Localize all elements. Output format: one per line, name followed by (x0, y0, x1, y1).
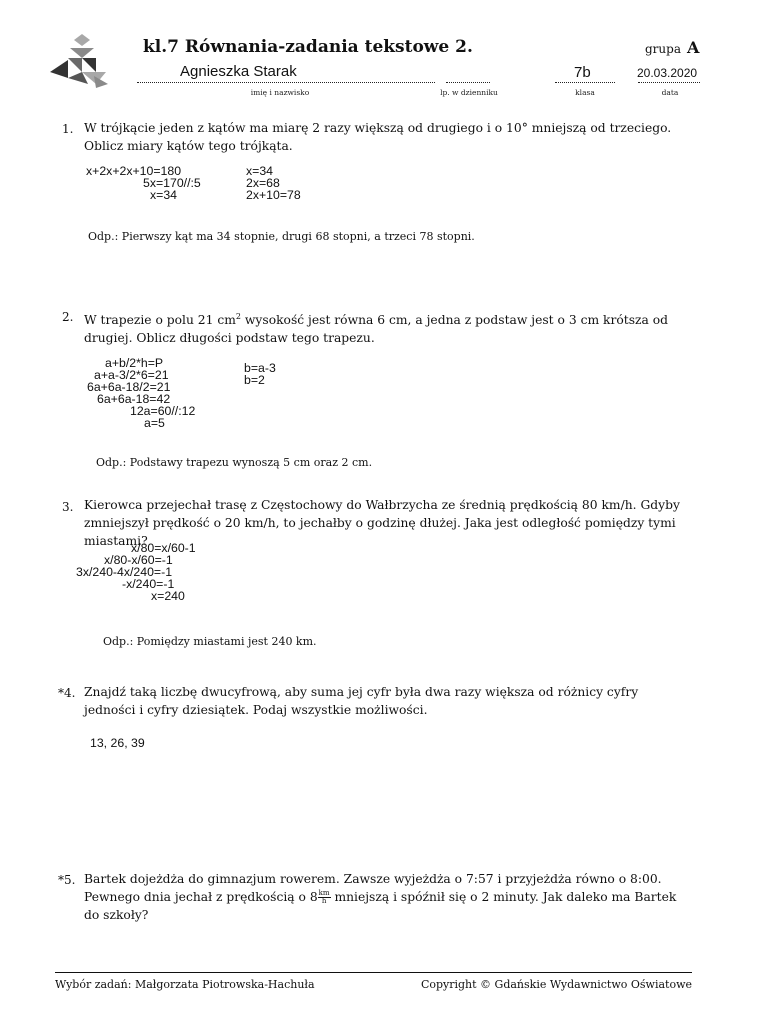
problem-3-text: Kierowca przejechał trasę z Częstochowy do Wałbrzycha ze średnią prędkością 80 km/h. Gdyby zmniejszył prędkość o 20 km/h, to jechałby o godzinę dłużej. Jaka jest odległość pomiędzy tymi miastami? (84, 498, 680, 548)
problem-3-answer: Odp.: Pomiędzy miastami jest 240 km. (103, 635, 317, 648)
publisher-logo (48, 32, 114, 90)
lp-dotted-line (446, 82, 490, 83)
date-field[interactable]: 20.03.2020 (637, 66, 698, 80)
problem-4-answer: 13, 26, 39 (90, 736, 145, 750)
problem-1-text: W trójkącie jeden z kątów ma miarę 2 razy większą od drugiego i o 10° mniejszą od trzeciego. Oblicz miary kątów tego trójkąta. (84, 121, 672, 153)
footer-left: Wybór zadań: Małgorzata Piotrowska-Hachuła (55, 978, 315, 991)
klasa-caption: klasa (575, 88, 595, 97)
problem-3-work-line: x/80-x/60=-1 (104, 553, 173, 567)
problem-2-work-line: b=2 (244, 373, 265, 387)
footer-rule (55, 972, 692, 973)
problem-2-number: 2. (62, 310, 74, 324)
problem-5-text-a: Bartek dojeżdża do gimnazjum rowerem. Zawsze wyjeżdża o 7:57 i przyjeżdża równo o 8:00. Pewnego dnia jechał z prędkością o 8 (84, 872, 662, 904)
group-label-text: grupa (645, 42, 681, 56)
problem-3-work-line: 3x/240-4x/240=-1 (76, 565, 173, 579)
footer-right: Copyright © Gdańskie Wydawnictwo Oświatowe (420, 978, 692, 991)
klasa-field[interactable]: 7b (574, 64, 591, 81)
problem-3-work-line: -x/240=-1 (122, 577, 175, 591)
problem-5-number: *5. (58, 873, 76, 887)
problem-1-work-line: 2x=68 (246, 176, 280, 190)
group-value: A (686, 38, 700, 57)
name-caption: imię i nazwisko (250, 88, 310, 97)
klasa-dotted-line (555, 82, 615, 83)
problem-1-work-line: x+2x+2x+10=180 (86, 164, 182, 178)
problem-2-work-line: a=5 (144, 416, 165, 430)
name-dotted-line (137, 82, 435, 83)
problem-2-superscript: 2 (235, 312, 241, 321)
problem-5-text-b: mniejszą i spóźnił się o 2 minuty. Jak daleko ma Bartek do szkoły? (84, 890, 677, 922)
date-caption: data (661, 88, 679, 97)
velocity-unit-fraction (318, 890, 331, 905)
worksheet-title: kl.7 Równania-zadania tekstowe 2. (143, 37, 473, 57)
lp-caption: lp. w dzienniku (440, 88, 498, 97)
problem-1-work-line: 5x=170//:5 (143, 176, 201, 190)
problem-1-number: 1. (62, 122, 74, 136)
problem-2-work-line: 12a=60//:12 (130, 404, 196, 418)
fraction-numerator: km (318, 889, 330, 897)
problem-1-work-line: x=34 (246, 164, 274, 178)
problem-1-work-line: x=34 (150, 188, 178, 202)
problem-5-text (84, 870, 690, 924)
problem-2-work-line: a+a-3/2*6=21 (94, 368, 169, 382)
fraction-denominator: h (321, 897, 327, 905)
problem-2-work-line: a+b/2*h=P (105, 356, 164, 370)
problem-3-work-line: x=240 (151, 589, 185, 603)
problem-2-work-line: b=a-3 (244, 361, 276, 375)
problem-3-number: 3. (62, 500, 74, 514)
problem-2-work-line: 6a+6a-18/2=21 (87, 380, 171, 394)
name-field[interactable]: Agnieszka Starak (180, 63, 297, 80)
problem-2-answer: Odp.: Podstawy trapezu wynoszą 5 cm oraz 2 cm. (96, 456, 373, 469)
problem-4-number: *4. (58, 686, 76, 700)
problem-3-work-line: x/80=x/60-1 (131, 541, 196, 555)
problem-2-text-b: wysokość jest równa 6 cm, a jedna z podstaw jest o 3 cm krótsza od drugiej. Oblicz długości podstaw tego trapezu. (84, 313, 669, 346)
problem-2-work-line: 6a+6a-18=42 (97, 392, 171, 406)
problem-2-text (84, 308, 690, 347)
problem-4-text: Znajdź taką liczbę dwucyfrową, aby suma jej cyfr była dwa razy większa od różnicy cyfry jedności i cyfry dziesiątek. Podaj wszystkie możliwości. (84, 685, 639, 717)
problem-1-work-line: 2x+10=78 (246, 188, 301, 202)
group-label (645, 38, 699, 57)
date-dotted-line (638, 82, 700, 83)
problem-1-answer: Odp.: Pierwszy kąt ma 34 stopnie, drugi 68 stopni, a trzeci 78 stopni. (88, 230, 475, 243)
problem-2-text-a: W trapezie o polu 21 cm (84, 313, 236, 328)
